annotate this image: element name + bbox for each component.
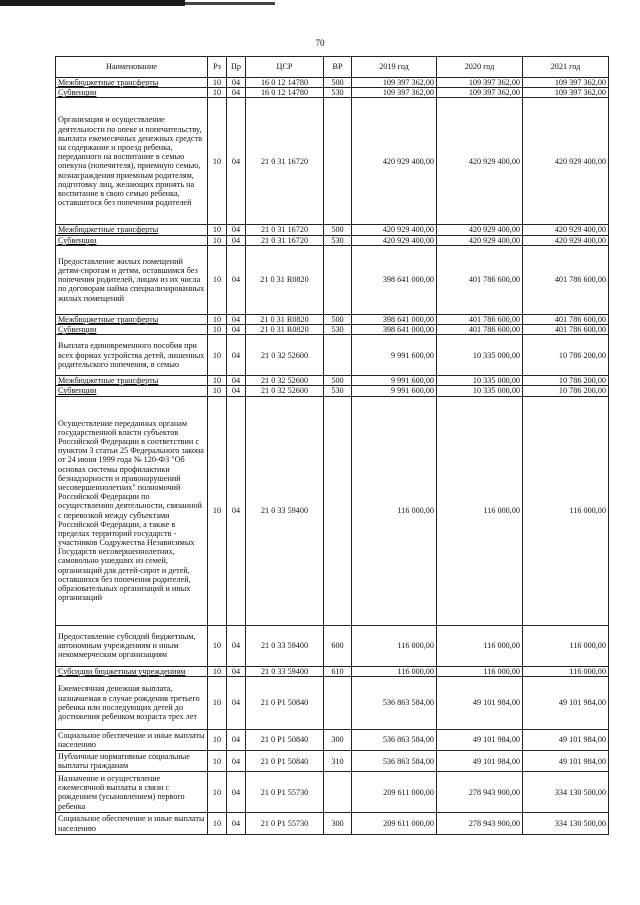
cell-name: Субвенции <box>56 324 208 334</box>
cell-name: Организация и осуществление деятельности по опеке и попечительству, выплата ежемесячных денежных средств на содержание и проезд ребенка, переданного на воспитание в семью опекуна (попечителя), приемную семью, вознаграждения приемным родителям, подготовку лиц, желающих принять на воспитание в свою семью ребенка, оставшегося без попечения родителей <box>56 98 208 225</box>
cell-2020: 109 397 362,00 <box>437 78 523 88</box>
table-row <box>56 88 609 98</box>
cell-pr: 04 <box>227 78 246 88</box>
cell-vr <box>324 676 352 729</box>
table-row <box>56 225 609 235</box>
cell-vr: 300 <box>324 813 352 834</box>
cell-2020: 401 786 600,00 <box>437 324 523 334</box>
cell-name: Ежемесячная денежная выплата, назначаемая в случае рождения третьего ребенка или последующих детей до достижения ребенком возраста трех лет <box>56 676 208 729</box>
cell-rz: 10 <box>208 625 227 666</box>
cell-pr: 04 <box>227 225 246 235</box>
cell-rz: 10 <box>208 729 227 750</box>
cell-2021: 420 929 400,00 <box>523 225 609 235</box>
cell-vr <box>324 98 352 225</box>
table-row <box>56 666 609 676</box>
cell-csr: 21 0 32 52600 <box>246 335 324 376</box>
table-row <box>56 751 609 772</box>
cell-pr: 04 <box>227 813 246 834</box>
cell-name: Межбюджетные трансферты <box>56 376 208 386</box>
cell-vr: 600 <box>324 625 352 666</box>
cell-vr <box>324 396 352 625</box>
cell-csr: 21 0 P1 55730 <box>246 772 324 813</box>
cell-pr: 04 <box>227 386 246 396</box>
cell-vr <box>324 335 352 376</box>
cell-vr: 530 <box>324 386 352 396</box>
cell-2021: 334 130 500,00 <box>523 813 609 834</box>
cell-2019: 116 000,00 <box>352 666 437 676</box>
cell-pr: 04 <box>227 88 246 98</box>
cell-rz: 10 <box>208 813 227 834</box>
cell-rz: 10 <box>208 235 227 245</box>
cell-2019: 9 991 600,00 <box>352 376 437 386</box>
cell-name: Социальное обеспечение и иные выплаты населению <box>56 813 208 834</box>
cell-2020: 278 943 900,00 <box>437 813 523 834</box>
cell-2020: 401 786 600,00 <box>437 314 523 324</box>
cell-2021: 10 786 200,00 <box>523 376 609 386</box>
cell-2021: 401 786 600,00 <box>523 314 609 324</box>
table-row <box>56 386 609 396</box>
cell-csr: 21 0 P1 50840 <box>246 676 324 729</box>
cell-2020: 109 397 362,00 <box>437 88 523 98</box>
cell-csr: 16 0 12 14780 <box>246 88 324 98</box>
cell-csr: 21 0 33 59400 <box>246 666 324 676</box>
header-vr: ВР <box>324 57 352 78</box>
cell-vr: 530 <box>324 88 352 98</box>
cell-vr: 310 <box>324 751 352 772</box>
cell-2019: 209 611 000,00 <box>352 813 437 834</box>
cell-2020: 116 000,00 <box>437 625 523 666</box>
cell-name: Субвенции <box>56 386 208 396</box>
table-row <box>56 335 609 376</box>
cell-csr: 21 0 31 R0820 <box>246 245 324 314</box>
cell-2021: 116 000,00 <box>523 625 609 666</box>
cell-name: Выплата единовременного пособия при всех формах устройства детей, лишенных родительского попечения, в семью <box>56 335 208 376</box>
cell-2019: 420 929 400,00 <box>352 225 437 235</box>
cell-rz: 10 <box>208 666 227 676</box>
table-row <box>56 396 609 625</box>
cell-rz: 10 <box>208 386 227 396</box>
cell-2021: 49 101 984,00 <box>523 729 609 750</box>
cell-rz: 10 <box>208 376 227 386</box>
cell-name: Субвенции <box>56 235 208 245</box>
cell-vr <box>324 245 352 314</box>
cell-csr: 21 0 P1 50840 <box>246 751 324 772</box>
cell-vr: 530 <box>324 235 352 245</box>
table-row <box>56 676 609 729</box>
cell-2019: 116 000,00 <box>352 396 437 625</box>
cell-2020: 401 786 600,00 <box>437 245 523 314</box>
cell-rz: 10 <box>208 314 227 324</box>
cell-2021: 10 786 200,00 <box>523 386 609 396</box>
cell-pr: 04 <box>227 751 246 772</box>
cell-2019: 420 929 400,00 <box>352 98 437 225</box>
cell-vr: 500 <box>324 314 352 324</box>
cell-2021: 334 130 500,00 <box>523 772 609 813</box>
cell-2019: 398 641 000,00 <box>352 314 437 324</box>
cell-2019: 109 397 362,00 <box>352 78 437 88</box>
cell-vr: 530 <box>324 324 352 334</box>
cell-2019: 536 863 584,00 <box>352 729 437 750</box>
header-pr: Пр <box>227 57 246 78</box>
budget-table <box>55 56 609 835</box>
cell-rz: 10 <box>208 78 227 88</box>
cell-rz: 10 <box>208 324 227 334</box>
table-header-row <box>56 57 609 78</box>
cell-2019: 398 641 000,00 <box>352 324 437 334</box>
cell-name: Публичные нормативные социальные выплаты гражданам <box>56 751 208 772</box>
cell-vr: 500 <box>324 225 352 235</box>
cell-csr: 21 0 32 52600 <box>246 386 324 396</box>
cell-2020: 420 929 400,00 <box>437 225 523 235</box>
header-2019: 2019 год <box>352 57 437 78</box>
cell-rz: 10 <box>208 676 227 729</box>
cell-csr: 21 0 33 59400 <box>246 396 324 625</box>
cell-2020: 116 000,00 <box>437 666 523 676</box>
scan-artifact <box>185 2 275 5</box>
cell-pr: 04 <box>227 396 246 625</box>
table-row <box>56 324 609 334</box>
table-row <box>56 813 609 834</box>
cell-csr: 21 0 31 16720 <box>246 98 324 225</box>
cell-pr: 04 <box>227 314 246 324</box>
cell-2020: 420 929 400,00 <box>437 235 523 245</box>
cell-pr: 04 <box>227 729 246 750</box>
cell-2020: 420 929 400,00 <box>437 98 523 225</box>
cell-name: Социальное обеспечение и иные выплаты населению <box>56 729 208 750</box>
cell-vr: 500 <box>324 78 352 88</box>
cell-name: Межбюджетные трансферты <box>56 225 208 235</box>
cell-rz: 10 <box>208 772 227 813</box>
cell-2019: 398 641 000,00 <box>352 245 437 314</box>
cell-rz: 10 <box>208 98 227 225</box>
header-rz: Рз <box>208 57 227 78</box>
cell-name: Назначение и осуществление ежемесячной выплаты в связи с рождением (усыновлением) первого ребенка <box>56 772 208 813</box>
cell-2020: 278 943 900,00 <box>437 772 523 813</box>
cell-name: Осуществление переданных органам государственной власти субъектов Российской Федерации в соответствии с пунктом 3 статьи 25 Федерального закона от 24 июня 1999 года № 120-ФЗ "Об основах системы профилактики безнадзорности и правонарушений несовершеннолетних" полномочий Российской Федерации по осуществлению деятельности, связанной с перевозкой между субъектами Российской Федерации, а также в пределах территорий государств - участников Содружества Независимых Государств несовершеннолетних, самовольно ушедших из семей, организаций для детей-сирот и детей, оставшихся без попечения родителей, образовательных организаций и иных организаций <box>56 396 208 625</box>
table-row <box>56 98 609 225</box>
cell-2021: 116 000,00 <box>523 666 609 676</box>
cell-rz: 10 <box>208 245 227 314</box>
cell-pr: 04 <box>227 324 246 334</box>
cell-2019: 209 611 000,00 <box>352 772 437 813</box>
cell-csr: 21 0 P1 50840 <box>246 729 324 750</box>
cell-pr: 04 <box>227 666 246 676</box>
cell-rz: 10 <box>208 751 227 772</box>
cell-rz: 10 <box>208 396 227 625</box>
cell-2020: 49 101 984,00 <box>437 751 523 772</box>
cell-2021: 401 786 600,00 <box>523 245 609 314</box>
cell-2020: 10 335 000,00 <box>437 386 523 396</box>
cell-csr: 21 0 32 52600 <box>246 376 324 386</box>
cell-csr: 16 0 12 14780 <box>246 78 324 88</box>
header-name: Наименование <box>56 57 208 78</box>
cell-pr: 04 <box>227 772 246 813</box>
cell-2019: 536 863 584,00 <box>352 676 437 729</box>
cell-pr: 04 <box>227 625 246 666</box>
table-row <box>56 78 609 88</box>
table-row <box>56 376 609 386</box>
cell-name: Субсидии бюджетным учреждениям <box>56 666 208 676</box>
cell-2021: 420 929 400,00 <box>523 235 609 245</box>
table-row <box>56 772 609 813</box>
cell-csr: 21 0 31 R0820 <box>246 324 324 334</box>
cell-csr: 21 0 P1 55730 <box>246 813 324 834</box>
scan-artifact <box>0 0 185 6</box>
cell-csr: 21 0 31 16720 <box>246 235 324 245</box>
cell-2021: 109 397 362,00 <box>523 78 609 88</box>
cell-2019: 536 863 584,00 <box>352 751 437 772</box>
cell-2019: 116 000,00 <box>352 625 437 666</box>
cell-2020: 49 101 984,00 <box>437 729 523 750</box>
cell-2019: 9 991 600,00 <box>352 386 437 396</box>
cell-pr: 04 <box>227 676 246 729</box>
page-number: 70 <box>315 38 325 48</box>
cell-2021: 420 929 400,00 <box>523 98 609 225</box>
cell-rz: 10 <box>208 335 227 376</box>
cell-vr <box>324 772 352 813</box>
cell-2019: 420 929 400,00 <box>352 235 437 245</box>
table-row <box>56 625 609 666</box>
cell-rz: 10 <box>208 225 227 235</box>
cell-csr: 21 0 33 59400 <box>246 625 324 666</box>
cell-rz: 10 <box>208 88 227 98</box>
cell-2021: 49 101 984,00 <box>523 676 609 729</box>
cell-2019: 109 397 362,00 <box>352 88 437 98</box>
cell-vr: 610 <box>324 666 352 676</box>
table-row <box>56 314 609 324</box>
cell-csr: 21 0 31 16720 <box>246 225 324 235</box>
header-csr: ЦСР <box>246 57 324 78</box>
cell-pr: 04 <box>227 335 246 376</box>
cell-2020: 49 101 984,00 <box>437 676 523 729</box>
cell-pr: 04 <box>227 376 246 386</box>
cell-2021: 401 786 600,00 <box>523 324 609 334</box>
table-row <box>56 729 609 750</box>
cell-2021: 49 101 984,00 <box>523 751 609 772</box>
cell-2020: 116 000,00 <box>437 396 523 625</box>
cell-2021: 116 000,00 <box>523 396 609 625</box>
cell-pr: 04 <box>227 98 246 225</box>
cell-2020: 10 335 000,00 <box>437 335 523 376</box>
cell-2021: 109 397 362,00 <box>523 88 609 98</box>
table-row <box>56 245 609 314</box>
header-2021: 2021 год <box>523 57 609 78</box>
cell-2020: 10 335 000,00 <box>437 376 523 386</box>
cell-name: Предоставление жилых помещений детям-сиротам и детям, оставшимся без попечения родителей, лицам из их числа по договорам найма специализированных жилых помещений <box>56 245 208 314</box>
cell-name: Предоставление субсидий бюджетным, автономным учреждениям и иным некоммерческим организациям <box>56 625 208 666</box>
cell-csr: 21 0 31 R0820 <box>246 314 324 324</box>
cell-pr: 04 <box>227 245 246 314</box>
cell-name: Межбюджетные трансферты <box>56 314 208 324</box>
cell-name: Субвенции <box>56 88 208 98</box>
header-2020: 2020 год <box>437 57 523 78</box>
cell-2019: 9 991 600,00 <box>352 335 437 376</box>
cell-vr: 500 <box>324 376 352 386</box>
cell-2021: 10 786 200,00 <box>523 335 609 376</box>
cell-pr: 04 <box>227 235 246 245</box>
cell-vr: 300 <box>324 729 352 750</box>
table-row <box>56 235 609 245</box>
cell-name: Межбюджетные трансферты <box>56 78 208 88</box>
